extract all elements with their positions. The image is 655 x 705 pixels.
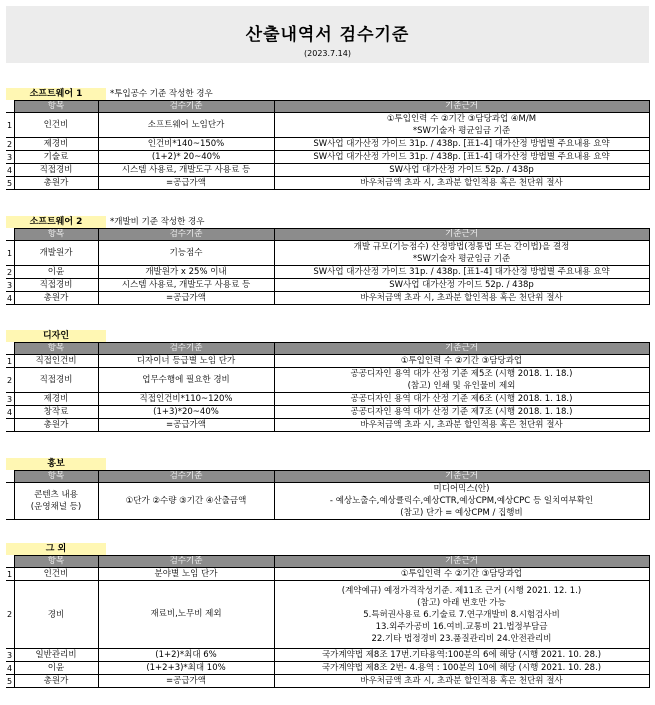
- row-item: 직접인건비: [14, 355, 98, 368]
- header-criteria: 검수기준: [98, 556, 274, 568]
- row-basis-line: 13.외주가공비 16.여비.교통비 21.법정부담금: [375, 621, 548, 632]
- row-item: 총원가: [14, 675, 98, 688]
- section-3: [6, 330, 649, 432]
- row-number: 4: [7, 293, 13, 303]
- table-row: [6, 164, 649, 177]
- row-criteria: (1+3)*20~40%: [98, 406, 274, 419]
- header-num: [6, 471, 14, 483]
- section-header: [6, 330, 649, 342]
- row-basis: [274, 241, 649, 266]
- document-date: (2023.7.14): [304, 49, 351, 58]
- row-number: 3: [7, 394, 13, 404]
- table-row: [6, 649, 649, 662]
- row-criteria: (1+2+3)*최대 10%: [98, 662, 274, 675]
- row-item: 인건비: [14, 113, 98, 138]
- row-basis: [274, 266, 649, 279]
- table-row: [6, 177, 649, 190]
- header-num: [6, 343, 14, 355]
- row-basis-line: SW사업 대가산정 가이드 52p. / 438p: [389, 165, 534, 175]
- table-row: [6, 292, 649, 305]
- row-criteria: =공급가액: [98, 292, 274, 305]
- row-basis: [274, 568, 649, 581]
- header-item: 항목: [14, 101, 98, 113]
- section-1: [6, 88, 649, 190]
- row-basis: [274, 393, 649, 406]
- row-item: 인건비: [14, 568, 98, 581]
- header-item: 항목: [14, 471, 98, 483]
- row-item-line: (운영채널 등): [30, 502, 82, 512]
- header-basis: 기준근거: [274, 101, 649, 113]
- row-basis-line: 국가계약법 제8조 2번- 4.용역 : 100분의 10에 해당 (시행 2021. 10. 28.): [321, 663, 602, 673]
- row-basis-line: 공공디자인 용역 대가 산정 기준 제5조 (시행 2018. 1. 18.): [350, 369, 573, 379]
- row-basis-line: (계약예규) 예정가격작성기준. 제11조 근거 (시행 2021. 12. 1.): [341, 585, 582, 596]
- section-label: 소프트웨어 2: [6, 216, 106, 228]
- document-title: 산출내역서 검수기준: [245, 25, 410, 45]
- row-item: 제경비: [14, 393, 98, 406]
- table-row: [6, 241, 649, 266]
- row-number: 5: [7, 676, 13, 686]
- section-header: [6, 216, 649, 228]
- row-basis-line: 미디어믹스(안): [433, 484, 490, 494]
- row-item: 총원가: [14, 292, 98, 305]
- row-basis-line: 국가계약법 제8조 17번.기타용역:100분의 6에 해당 (시행 2021. 10. 28.): [321, 650, 602, 660]
- row-basis-line: 바우처금액 초과 시, 초과분 할인적용 혹은 천단위 절사: [360, 178, 563, 188]
- header-criteria: 검수기준: [98, 101, 274, 113]
- row-number: 4: [7, 407, 13, 417]
- row-criteria: =공급가액: [98, 177, 274, 190]
- row-number: [6, 419, 14, 432]
- row-item: 개발원가: [14, 241, 98, 266]
- row-criteria: 업무수행에 필요한 경비: [98, 368, 274, 393]
- criteria-table: [6, 100, 650, 190]
- row-item: 제경비: [14, 138, 98, 151]
- section-note: *투입공수 기준 작성한 경우: [110, 89, 213, 99]
- row-number: 1: [6, 113, 14, 138]
- row-basis-line: 바우처금액 초과 시, 초과분 할인적용 혹은 천단위 절사: [360, 676, 563, 686]
- row-criteria: 재료비,노무비 제외: [98, 581, 274, 649]
- row-basis: [274, 662, 649, 675]
- row-number: 1: [6, 241, 14, 266]
- table-row: [6, 113, 649, 138]
- row-basis-line: *SW기술자 평균임금 기준: [412, 126, 511, 136]
- row-criteria: (1+2)* 20~40%: [98, 151, 274, 164]
- criteria-table: [6, 342, 650, 432]
- table-row: [6, 368, 649, 393]
- header-num: [6, 101, 14, 113]
- row-basis-line: 공공디자인 용역 대가 산정 기준 제7조 (시행 2018. 1. 18.): [350, 407, 573, 417]
- row-item: 일반관리비: [14, 649, 98, 662]
- header-criteria: 검수기준: [98, 471, 274, 483]
- row-item-line: 콘텐츠 내용: [34, 490, 78, 500]
- row-number: 2: [7, 267, 13, 277]
- row-basis-line: 바우처금액 초과 시, 초과분 할인적용 혹은 천단위 절사: [360, 420, 563, 430]
- table-row: [6, 483, 649, 520]
- row-item: 경비: [14, 581, 98, 649]
- row-basis-line: (참고) 아래 번호만 가능: [417, 597, 506, 608]
- row-basis-line: (참고) 단가 = 예상CPM / 집행비: [400, 508, 523, 518]
- row-number: 2: [6, 581, 14, 649]
- criteria-table: [6, 555, 650, 688]
- table-header-row: [6, 229, 649, 241]
- table-row: [6, 393, 649, 406]
- row-item: [14, 483, 98, 520]
- header-basis: 기준근거: [274, 229, 649, 241]
- row-basis: [274, 164, 649, 177]
- row-basis-line: ①투입인력 수 ②기간 ③담당과업 ④M/M: [386, 114, 537, 124]
- table-header-row: [6, 556, 649, 568]
- header-criteria: 검수기준: [98, 229, 274, 241]
- row-item: 직접경비: [14, 164, 98, 177]
- header-item: 항목: [14, 229, 98, 241]
- row-basis: [274, 483, 649, 520]
- row-criteria: 인건비*140~150%: [98, 138, 274, 151]
- row-basis: [274, 419, 649, 432]
- criteria-table: [6, 470, 650, 520]
- title-box: [6, 6, 649, 63]
- row-criteria: =공급가액: [98, 675, 274, 688]
- row-basis: [274, 292, 649, 305]
- table-row: [6, 151, 649, 164]
- table-header-row: [6, 471, 649, 483]
- row-basis: [274, 138, 649, 151]
- row-basis-line: 공공디자인 용역 대가 산정 기준 제6조 (시행 2018. 1. 18.): [350, 394, 573, 404]
- header-basis: 기준근거: [274, 343, 649, 355]
- criteria-table: [6, 228, 650, 305]
- table-row: [6, 419, 649, 432]
- row-criteria: 디자이너 등급별 노임 단가: [98, 355, 274, 368]
- section-label: 홍보: [6, 458, 106, 470]
- header-num: [6, 556, 14, 568]
- row-criteria: 시스템 사용료, 개발도구 사용료 등: [98, 279, 274, 292]
- row-number: 1: [7, 569, 13, 579]
- header-num: [6, 229, 14, 241]
- row-item: 총원가: [14, 177, 98, 190]
- row-basis: [274, 177, 649, 190]
- row-basis-line: 개발 규모(기능점수) 산정방법(정통법 또는 간이법)을 결정: [353, 242, 570, 252]
- section-2: [6, 216, 649, 305]
- row-basis: [274, 581, 649, 649]
- section-label: 그 외: [6, 543, 106, 555]
- row-number: 5: [7, 178, 13, 188]
- row-number: 2: [6, 368, 14, 393]
- section-label: 소프트웨어 1: [6, 88, 106, 100]
- row-item: 이윤: [14, 266, 98, 279]
- row-item: 총원가: [14, 419, 98, 432]
- section-label: 디자인: [6, 330, 106, 342]
- row-criteria: 개발원가 x 25% 이내: [98, 266, 274, 279]
- row-criteria: 분야별 노임 단가: [98, 568, 274, 581]
- row-item: 창작료: [14, 406, 98, 419]
- row-number: 3: [7, 152, 13, 162]
- section-4: [6, 458, 649, 520]
- row-criteria: ①단가 ②수량 ③기간 ④산출금액: [98, 483, 274, 520]
- table-row: [6, 406, 649, 419]
- row-basis-line: SW사업 대가산정 가이드 52p. / 438p: [389, 280, 534, 290]
- row-item: 이윤: [14, 662, 98, 675]
- table-row: [6, 355, 649, 368]
- row-basis: [274, 355, 649, 368]
- table-row: [6, 662, 649, 675]
- row-basis: [274, 279, 649, 292]
- row-number: 3: [7, 650, 13, 660]
- row-basis: [274, 151, 649, 164]
- row-number: 3: [7, 280, 13, 290]
- row-basis-line: (참고) 인쇄 및 유인물비 제외: [407, 381, 516, 391]
- row-item: 직접경비: [14, 279, 98, 292]
- table-row: [6, 568, 649, 581]
- row-criteria: 시스템 사용료, 개발도구 사용료 등: [98, 164, 274, 177]
- row-basis-line: ①투입인력 수 ②기간 ③담당과업: [400, 356, 523, 366]
- row-basis: [274, 406, 649, 419]
- table-row: [6, 138, 649, 151]
- row-basis: [274, 649, 649, 662]
- section-note: *개발비 기준 작성한 경우: [110, 217, 205, 227]
- table-row: [6, 279, 649, 292]
- row-criteria: (1+2)*최대 6%: [98, 649, 274, 662]
- row-number: 1: [7, 356, 13, 366]
- row-basis-line: SW사업 대가산정 가이드 31p. / 438p. [표1-4] 대가산정 방법별 주요내용 요약: [313, 267, 610, 277]
- row-criteria: 직접인건비*110~120%: [98, 393, 274, 406]
- table-header-row: [6, 101, 649, 113]
- row-basis: [274, 675, 649, 688]
- row-number: 4: [7, 663, 13, 673]
- row-number: 2: [7, 139, 13, 149]
- header-criteria: 검수기준: [98, 343, 274, 355]
- row-item: 직접경비: [14, 368, 98, 393]
- row-basis-line: 22.기타 법정경비 23.품질관리비 24.안전관리비: [371, 633, 552, 644]
- header-item: 항목: [14, 556, 98, 568]
- row-criteria: =공급가액: [98, 419, 274, 432]
- row-basis-line: - 예상노출수,예상클릭수,예상CTR,예상CPM,예상CPC 등 일치여부확인: [329, 496, 594, 506]
- row-basis: [274, 368, 649, 393]
- row-basis-line: *SW기술자 평균임금 기준: [412, 254, 511, 264]
- row-number: 4: [7, 165, 13, 175]
- row-criteria: 기능점수: [98, 241, 274, 266]
- table-row: [6, 581, 649, 649]
- header-basis: 기준근거: [274, 471, 649, 483]
- table-row: [6, 266, 649, 279]
- row-basis-line: ①투입인력 수 ②기간 ③담당과업: [400, 569, 523, 579]
- header-basis: 기준근거: [274, 556, 649, 568]
- table-row: [6, 675, 649, 688]
- row-basis-line: 5.특허권사용료 6.기술료 7.연구개발비 8.시험검사비: [363, 609, 560, 620]
- section-header: [6, 543, 649, 555]
- row-basis: [274, 113, 649, 138]
- row-basis-line: SW사업 대가산정 가이드 31p. / 438p. [표1-4] 대가산정 방법별 주요내용 요약: [313, 139, 610, 149]
- row-criteria: 소프트웨어 노임단가: [98, 113, 274, 138]
- row-basis-line: 바우처금액 초과 시, 초과분 할인적용 혹은 천단위 절사: [360, 293, 563, 303]
- section-5: [6, 543, 649, 688]
- header-item: 항목: [14, 343, 98, 355]
- row-basis-line: SW사업 대가산정 가이드 31p. / 438p. [표1-4] 대가산정 방법별 주요내용 요약: [313, 152, 610, 162]
- table-header-row: [6, 343, 649, 355]
- row-number: [6, 483, 14, 520]
- row-item: 기술료: [14, 151, 98, 164]
- section-header: [6, 458, 649, 470]
- section-header: [6, 88, 649, 100]
